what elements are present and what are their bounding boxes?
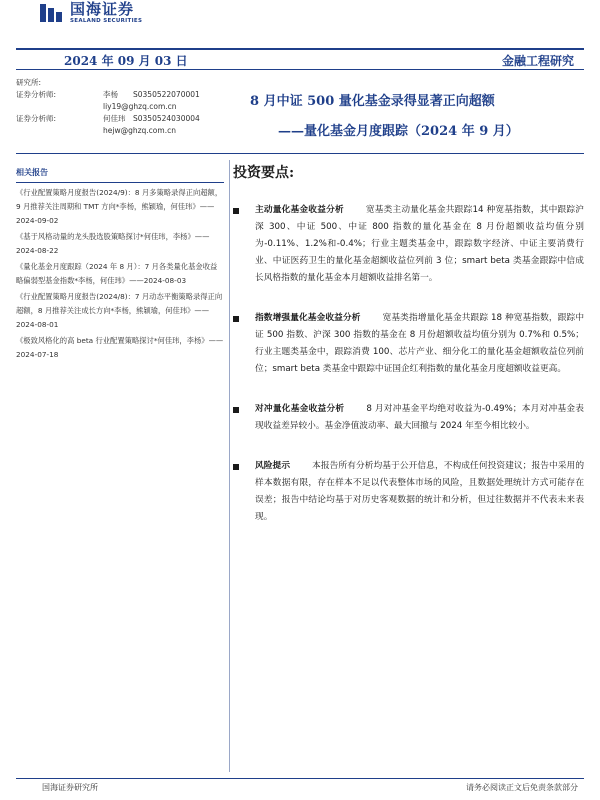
key-point-text: 8 月对冲基金平均绝对收益为-0.49%；本月对冲基金表现收益差异较小。基金净值波动率、最大回撤与 2024 年至今相比较小。 — [255, 404, 584, 431]
square-bullet-icon — [233, 464, 239, 470]
analyst-row — [16, 89, 226, 101]
key-point — [230, 401, 584, 435]
related-report-item[interactable]: 《极致风格化的高 beta 行业配置策略探讨*何佳玮，李杨》——2024-07-18 — [16, 336, 224, 359]
header-divider — [16, 153, 584, 154]
analyst-license: S0350524030004 — [133, 114, 200, 123]
related-report-item[interactable]: 《量化基金月度跟踪（2024 年 8 月）：7 月各类量化基金收益略偏弱型基金指数*李杨，何佳玮》——2024-08-03 — [16, 262, 218, 285]
analyst-license: S0350522070001 — [133, 90, 200, 99]
analyst-row — [16, 113, 226, 125]
key-point — [230, 458, 584, 526]
report-title: 8 月中证 500 量化基金录得显著正向超额 — [250, 94, 495, 109]
logo-name-cn: 国海证券 — [70, 0, 135, 18]
analyst-email: hejw@ghzq.com.cn — [103, 126, 176, 135]
square-bullet-icon — [233, 407, 239, 413]
key-point-label: 对冲量化基金收益分析 — [255, 404, 345, 414]
report-date: 2024 年 09 月 03 日 — [64, 54, 188, 68]
analyst-email-row — [16, 125, 226, 137]
analyst-name: 何佳玮 — [103, 114, 126, 123]
analyst-role: 证券分析师: — [16, 90, 57, 99]
analyst-name: 李杨 — [103, 90, 118, 99]
key-point-text: 宽基类主动量化基金共跟踪14 种宽基指数，其中跟踪沪深 300、中证 500、中证 800 指数的量化基金在 8 月份超额收益均值分别为-0.11%、1.2%和-0.4%；行业主题类基金中，跟踪数字经济、中证主要消费行业、中证医药卫生的量化基金超额收益位列前 3 位；smart beta 类基金跟踪中信成长风格指数的量化基金本月超额收益排名第一。 — [255, 205, 584, 283]
related-report-item[interactable]: 《行业配置策略月度报告(2024/8)：7 月动态平衡策略录得正向超额，8 月推荐关注成长方向*李杨，熊颖瑜，何佳玮》——2024-08-01 — [16, 292, 223, 329]
analyst-block — [16, 77, 226, 137]
key-point-text: 本报告所有分析均基于公开信息，不构成任何投资建议；报告中采用的样本数据有限，存在样本不足以代表整体市场的风险，且数据处理统计方式可能存在误差；报告中结论均基于对历史客观数据的统计和分析，但过往数据并不代表未来表现。 — [255, 461, 585, 522]
key-point — [230, 202, 584, 287]
date-bar — [16, 48, 584, 70]
company-logo — [40, 2, 142, 25]
related-reports-heading: 相关报告 — [16, 166, 224, 183]
square-bullet-icon — [233, 208, 239, 214]
logo-name-en: SEALAND SECURITIES — [70, 18, 143, 24]
analyst-email-row — [16, 101, 226, 113]
footer-institute: 国海证券研究所 — [42, 783, 98, 792]
related-reports — [16, 166, 224, 364]
key-point-label: 指数增强量化基金收益分析 — [255, 313, 361, 323]
section-title: 投资要点: — [233, 165, 295, 181]
key-point — [230, 310, 584, 378]
footer-disclaimer-note: 请务必阅读正文后免责条款部分 — [466, 783, 578, 792]
key-points — [230, 202, 584, 549]
key-point-label: 主动量化基金收益分析 — [255, 205, 344, 215]
analyst-email: liy19@ghzq.com.cn — [103, 102, 177, 111]
footer-divider — [16, 778, 584, 779]
related-report-item[interactable]: 《基于风格动量的龙头股选股策略探讨*何佳玮，李杨》——2024-08-22 — [16, 232, 210, 255]
related-report-item[interactable]: 《行业配置策略月度报告(2024/9)：8 月多策略录得正向超额，9 月推荐关注周期和 TMT 方向*李杨，熊颖瑜，何佳玮》——2024-09-02 — [16, 188, 223, 225]
institute-heading: 研究所: — [16, 78, 42, 87]
analyst-role: 证券分析师: — [16, 114, 57, 123]
report-subtitle: ——量化基金月度跟踪（2024 年 9 月） — [278, 124, 519, 139]
key-point-text: 宽基类指增量化基金共跟踪 18 种宽基指数，跟踪中证 500 指数、沪深 300 指数的基金在 8 月份超额收益均值分别为 0.7%和 0.5%；行业主题类基金中，跟踪消费 100、芯片产业、细分化工的量化基金超额收益位列前位；smart beta 类基金中跟踪中证国企红利指数的量化基金月度超额收益更高。 — [255, 313, 585, 374]
square-bullet-icon — [233, 316, 239, 322]
key-point-label: 风险提示 — [255, 461, 291, 471]
logo-mark-icon — [40, 4, 66, 22]
department-label: 金融工程研究 — [501, 54, 574, 68]
